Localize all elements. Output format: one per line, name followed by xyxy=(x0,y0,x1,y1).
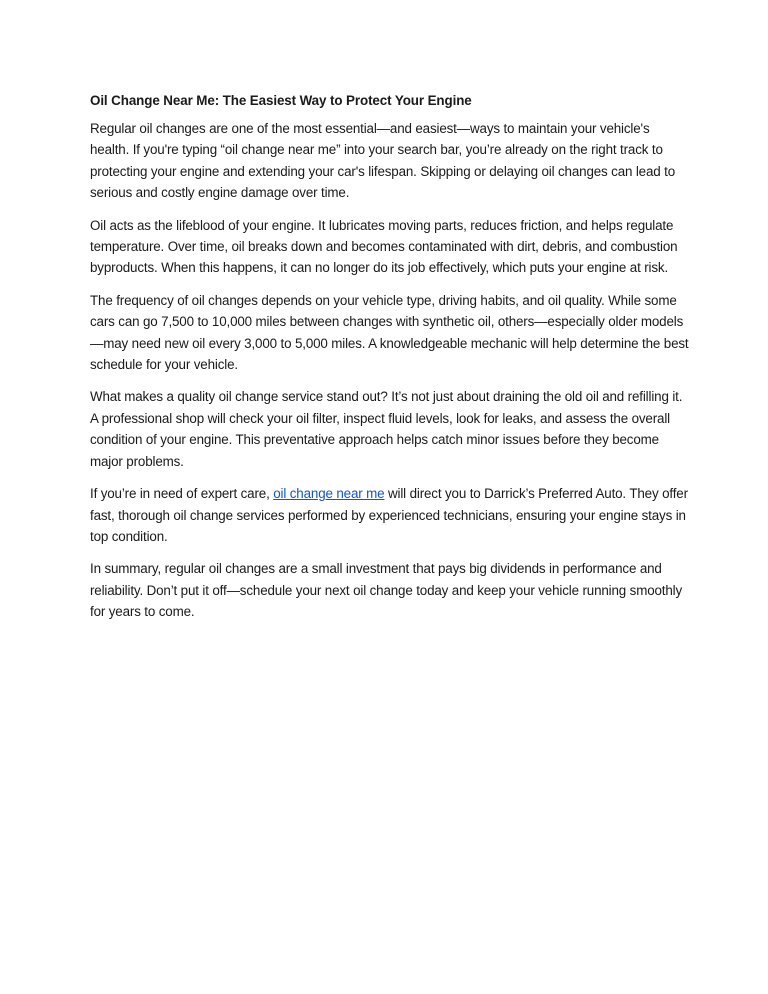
paragraph-2: Oil acts as the lifeblood of your engine. It lubricates moving parts, reduces friction, and helps regulate temperature. Over time, oil breaks down and becomes contaminated with dirt, debris, and combustion byproducts. When this happens, it can no longer do its job effectively, which puts your engine at risk. xyxy=(90,217,678,276)
paragraph-5-lead: If you’re in need of expert care, xyxy=(90,486,274,502)
paragraph-3: The frequency of oil changes depends on your vehicle type, driving habits, and oil quality. While some cars can go 7,500 to 10,000 miles between changes with synthetic oil, others—especially older models—may need new oil every 3,000 to 5,000 miles. A knowledgeable mechanic will help determine the best schedule for your vehicle. xyxy=(90,292,689,373)
document-title: Oil Change Near Me: The Easiest Way to Protect Your Engine xyxy=(90,93,472,108)
paragraph-5-tail: will direct you to Darrick’s Preferred Auto. They offer fast, thorough oil change services performed by experienced technicians, ensuring your engine stays in top condition. xyxy=(90,486,688,544)
oil-change-near-me-link[interactable]: oil change near me xyxy=(273,486,385,502)
paragraph-6: In summary, regular oil changes are a small investment that pays big dividends in performance and reliability. Don’t put it off—schedule your next oil change today and keep your vehicle running smoothly for years to come. xyxy=(90,561,683,620)
document-page xyxy=(90,90,690,634)
paragraph-5 xyxy=(90,483,690,547)
paragraph-1: Regular oil changes are one of the most essential—and easiest—ways to maintain your vehicle's health. If you're typing “oil change near me” into your search bar, you’re already on the right track to protecting your engine and extending your car's lifespan. Skipping or delaying oil changes can lead to serious and costly engine damage over time. xyxy=(90,121,676,201)
paragraph-4: What makes a quality oil change service stand out? It’s not just about draining the old oil and refilling it. A professional shop will check your oil filter, inspect fluid levels, look for leaks, and assess the overall condition of your engine. This preventative approach helps catch minor issues before they become major problems. xyxy=(90,389,683,469)
